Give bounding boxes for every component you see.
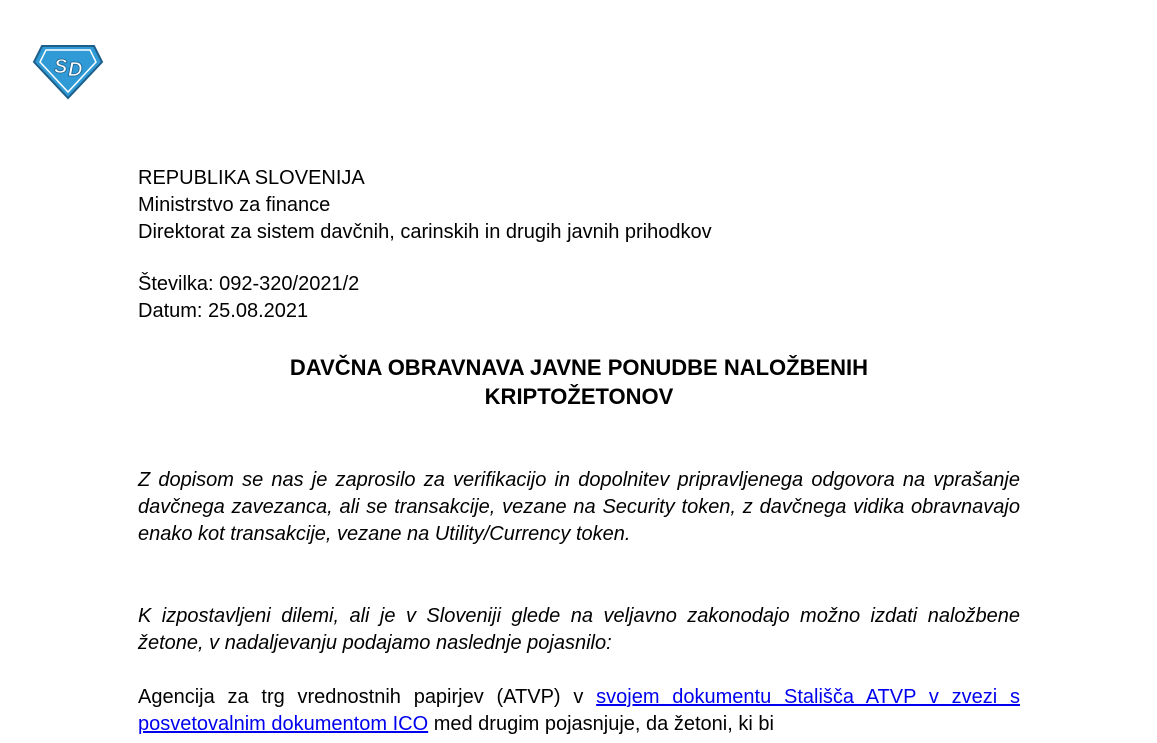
issuer-directorate: Direktorat za sistem davčnih, carinskih in drugih javnih prihodkov [138,221,712,243]
paragraph-request: Z dopisom se nas je zaprosilo za verifikacijo in dopolnitev pripravljenega odgovora na vprašanje davčnega zavezanca, ali se transakcije, vezane na Security token, z davčnega vidika obravnavajo enako kot transakcije, vezane na Utility/Currency token. [138,469,1020,545]
title-line-2: KRIPTOŽETONOV [484,384,674,409]
atvp-document-link[interactable]: svojem dokumentu Stališča ATVP v zvezi s posvetovalnim dokumentom ICO [138,686,1020,735]
issuer-country: REPUBLIKA SLOVENIJA [138,167,365,189]
svg-text:D: D [68,59,83,81]
paragraph-atvp-text-after: med drugim pojasnjuje, da žetoni, ki bi [428,713,774,735]
paragraph-dilemma: K izpostavljeni dilemi, ali je v Sloveniji glede na veljavno zakonodajo možno izdati naložbene žetone, v nadaljevanju podajamo naslednje pojasnilo: [138,605,1020,654]
issuer-ministry: Ministrstvo za finance [138,194,331,216]
paragraph-atvp-text-before: Agencija za trg vrednostnih papirjev (ATVP) v [138,686,597,708]
document-date: Datum: 25.08.2021 [138,300,309,322]
reference-block [138,271,1020,325]
sd-diamond-logo-icon [32,40,104,100]
document-title [138,353,1020,411]
paragraph-atvp [138,684,1020,738]
document-number: Številka: 092-320/2021/2 [138,273,360,295]
title-line-1: DAVČNA OBRAVNAVA JAVNE PONUDBE NALOŽBENIH [289,355,869,380]
issuer-block [138,165,1020,246]
svg-text:S: S [54,56,68,78]
